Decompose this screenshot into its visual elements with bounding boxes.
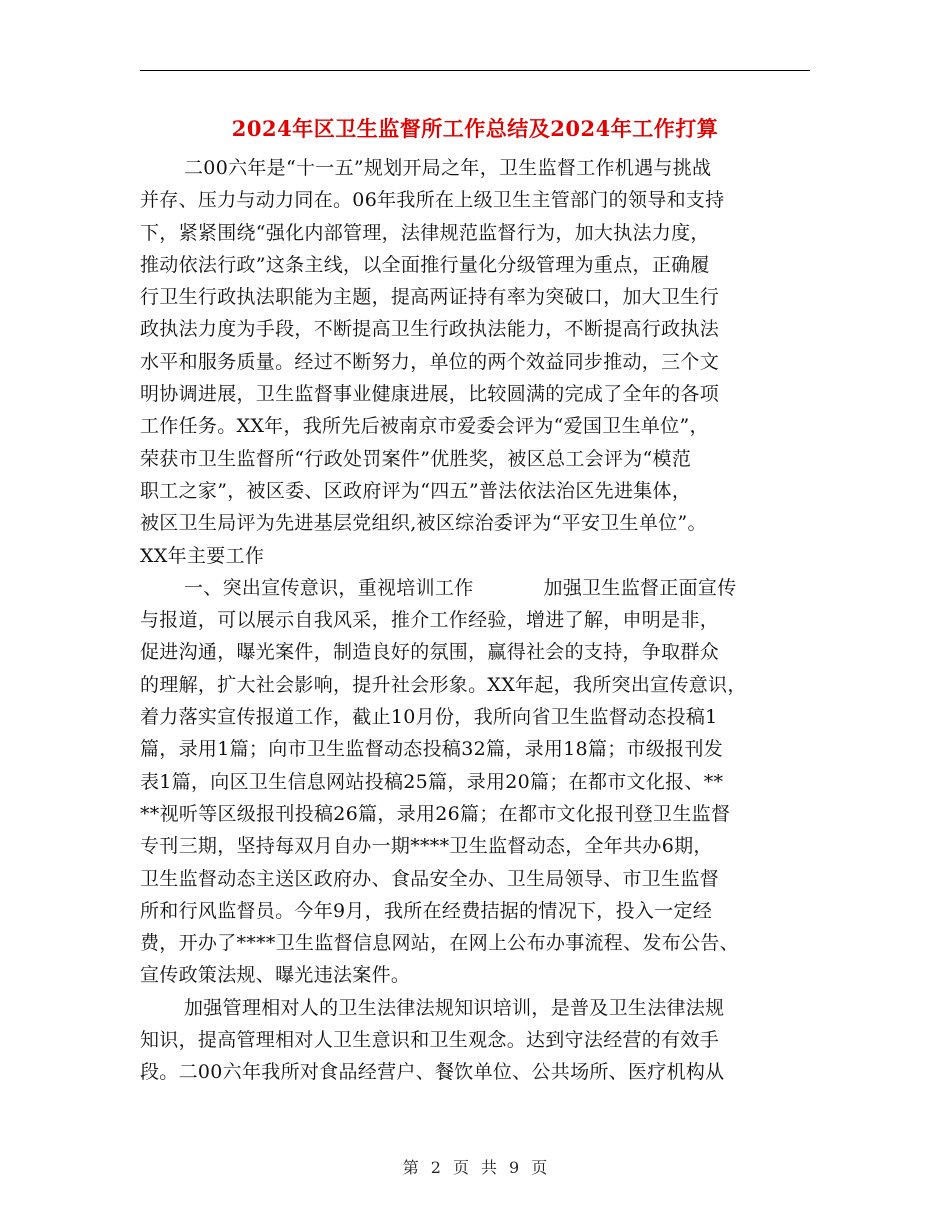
body-line: 篇，录用1篇；向市卫生监督动态投稿32篇，录用18篇；市级报刊发	[140, 738, 724, 761]
body-line: 被区卫生局评为先进基层党组织,被区综治委评为“平安卫生单位”。	[140, 512, 707, 535]
body-line: 专刊三期，坚持每双月自办一期****卫生监督动态，全年共办6期，	[140, 835, 713, 858]
body-line: 着力落实宣传报道工作，截止10月份，我所向省卫生监督动态投稿1	[140, 706, 718, 729]
section-heading: XX年主要工作	[140, 544, 265, 567]
body-line: 与报道，可以展示自我风采，推介工作经验，增进了解，申明是非，	[140, 609, 720, 632]
body-line: 明协调进展，卫生监督事业健康进展，比较圆满的完成了全年的各项	[140, 383, 720, 406]
document-title: 2024年区卫生监督所工作总结及2024年工作打算	[231, 116, 719, 141]
page-label: 页	[452, 1158, 469, 1177]
page-total: 9	[509, 1158, 520, 1177]
body-line: 二00六年是“十一五”规划开局之年，卫生监督工作机遇与挑战	[184, 157, 712, 179]
body-line: 知识，提高管理相对人卫生意识和卫生观念。达到守法经营的有效手	[140, 1029, 720, 1052]
body-line: 水平和服务质量。经过不断努力，单位的两个效益同步推动，三个文	[140, 350, 720, 373]
body-line: 卫生监督动态主送区政府办、食品安全办、卫生局领导、市卫生监督	[140, 867, 720, 890]
body-line: 段。二00六年我所对食品经营户、餐饮单位、公共场所、医疗机构从	[140, 1061, 725, 1084]
body-line: 政执法力度为手段，不断提高卫生行政执法能力，不断提高行政执法	[140, 318, 720, 341]
page-number-footer	[0, 1155, 950, 1178]
subsection-line	[140, 572, 810, 604]
body-line: 宣传政策法规、曝光违法案件。	[140, 964, 411, 987]
body-line: **视听等区级报刊投稿26篇，录用26篇；在都市文化报刊登卫生监督	[140, 802, 731, 825]
body-line: 加强管理相对人的卫生法律法规知识培训，是普及卫生法律法规	[184, 996, 725, 1019]
body-line: 的理解，扩大社会影响，提升社会形象。XX年起，我所突出宣传意识，	[140, 673, 747, 696]
page-prefix: 第	[402, 1158, 419, 1177]
body-line-fragment: 加强卫生监督正面宣传	[543, 576, 737, 599]
document-body	[140, 152, 810, 1089]
body-line: 表1篇，向区卫生信息网站投稿25篇，录用20篇；在都市文化报、**	[140, 770, 724, 793]
body-line: 促进沟通，曝光案件，制造良好的氛围，赢得社会的支持，争取群众	[140, 641, 720, 664]
body-line: 荣获市卫生监督所“行政处罚案件”优胜奖，被区总工会评为“模范	[140, 447, 692, 470]
page-suffix: 页	[531, 1158, 548, 1177]
body-line: 行卫生行政执法职能为主题，提高两证持有率为突破口，加大卫生行	[140, 286, 720, 309]
body-line: 职工之家”，被区委、区政府评为“四五”普法依法治区先进集体，	[140, 479, 692, 502]
body-line: 所和行风监督员。今年9月，我所在经费拮据的情况下，投入一定经	[140, 899, 713, 922]
page-total-label: 共	[481, 1158, 498, 1177]
body-line: 并存、压力与动力同在。06年我所在上级卫生主管部门的领导和支持	[140, 189, 725, 212]
header-rule	[140, 70, 810, 71]
subsection-heading: 一、突出宣传意识，重视培训工作	[184, 576, 474, 599]
body-line: 工作任务。XX年，我所先后被南京市爱委会评为“爱国卫生单位”，	[140, 415, 709, 438]
body-line: 费，开办了****卫生监督信息网站，在网上公布办事流程、发布公告、	[140, 932, 739, 955]
body-line: 下，紧紧围绕“强化内部管理，法律规范监督行为，加大执法力度，	[140, 221, 710, 244]
page-current: 2	[430, 1158, 441, 1177]
body-line: 推动依法行政”这条主线，以全面推行量化分级管理为重点，正确履	[140, 253, 710, 276]
